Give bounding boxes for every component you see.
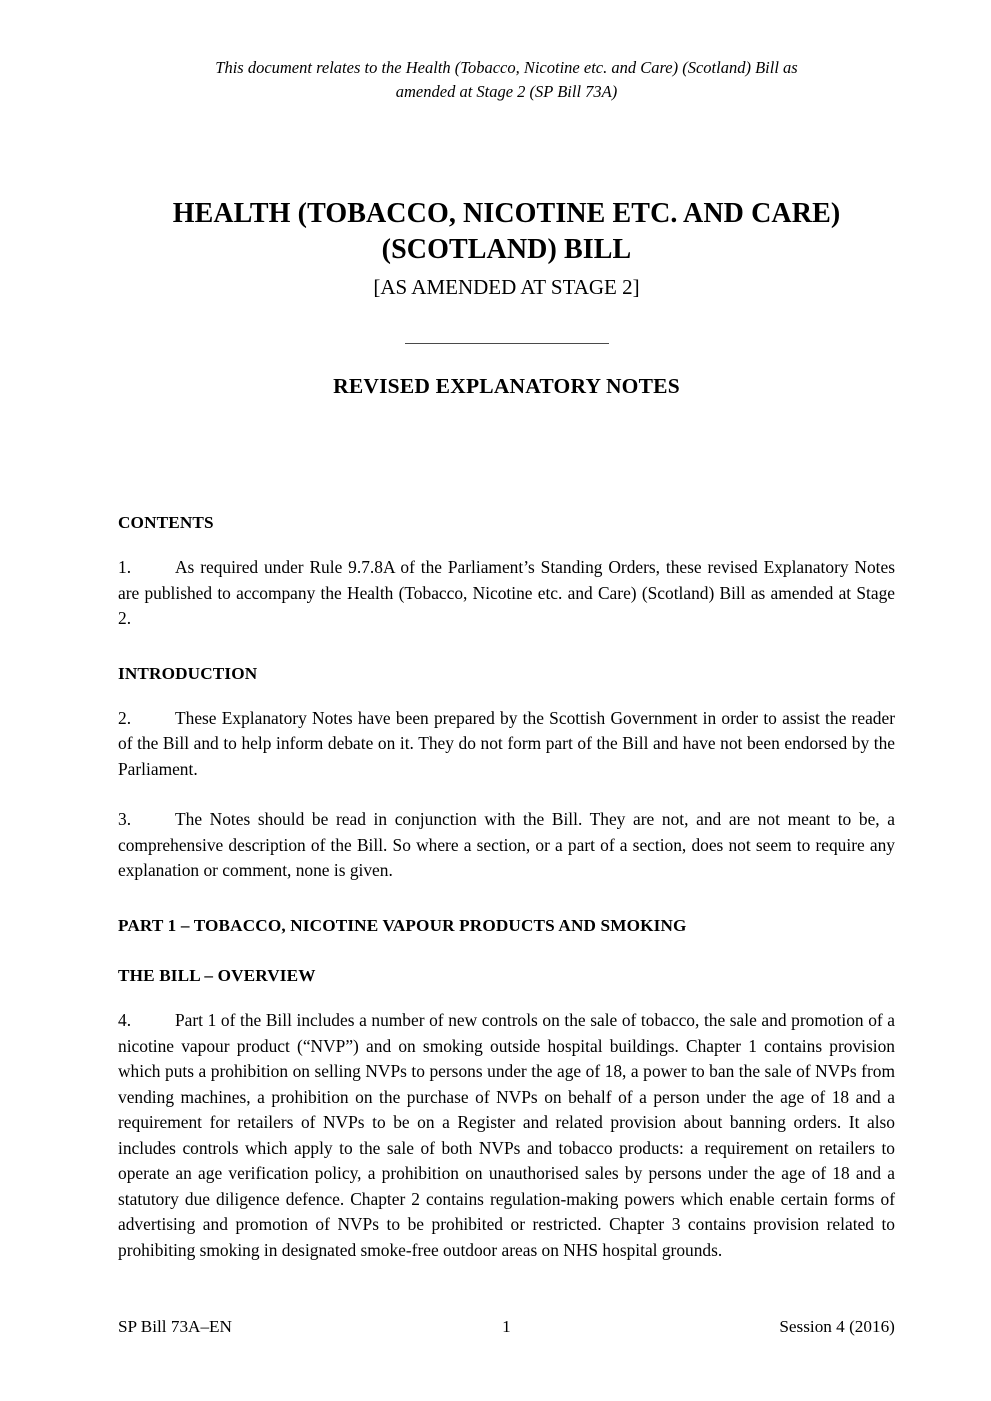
paragraph-1-text: As required under Rule 9.7.8A of the Parliament’s Standing Orders, these revised Explanatory Notes are published to accompany the Health (Tobacco, Nicotine etc. and Care) (Scotland) Bill as amended at Stage 2.: [118, 557, 895, 629]
paragraph-1-number: 1.: [118, 557, 132, 578]
page-footer: [118, 1317, 895, 1337]
page-title-line-1: HEALTH (TOBACCO, NICOTINE ETC. AND CARE): [172, 198, 841, 229]
spacer: [118, 938, 895, 963]
heading-introduction: INTRODUCTION: [118, 663, 258, 683]
running-header-line-1: This document relates to the Health (Tobacco, Nicotine etc. and Care) (Scotland) Bill as: [215, 58, 798, 77]
title-block: [118, 196, 895, 301]
page-title: [118, 196, 895, 268]
paragraph-2-text: These Explanatory Notes have been prepared by the Scottish Government in order to assist the reader of the Bill and to help inform debate on it. They do not form part of the Bill and have not been endorsed by the Parliament.: [118, 707, 895, 779]
footer-bill-reference: SP Bill 73A–EN: [118, 1317, 232, 1336]
document-body: [118, 510, 895, 1263]
running-header: [118, 56, 895, 104]
paragraph-3-number: 3.: [118, 809, 132, 830]
footer-page-number: 1: [502, 1317, 511, 1336]
divider-rule: [405, 343, 609, 344]
spacer: [118, 782, 895, 807]
running-header-line-2: amended at Stage 2 (SP Bill 73A): [395, 81, 618, 101]
paragraph-3-text: The Notes should be read in conjunction with the Bill. They are not, and are not meant to be, a comprehensive description of the Bill. So where a section, or a part of a section, does not seem to require any explanation or comment, none is given.: [118, 809, 895, 881]
spacer: [118, 884, 895, 913]
paragraph-2-number: 2.: [118, 707, 132, 728]
spacer: [118, 632, 895, 661]
heading-contents: CONTENTS: [118, 513, 214, 532]
heading-the-bill-overview: THE BILL – OVERVIEW: [118, 966, 316, 986]
page-subtitle: [AS AMENDED AT STAGE 2]: [373, 274, 640, 299]
paragraph-4-text: Part 1 of the Bill includes a number of new controls on the sale of tobacco, the sale and promotion of a nicotine vapour product (“NVP”) and on smoking outside hospital buildings. Chapter 1 contains provision which puts a prohibition on selling NVPs to persons under the age of 18, a power to ban the sale of NVPs from vending machines, a prohibition on the purchase of NVPs on behalf of a person under the age of 18 and a requirement for retailers of NVPs to be on a Register and related provision about banning orders. It also includes controls which apply to the sale of both NVPs and tobacco products: a requirement on retailers to operate an age verification policy, a prohibition on unauthorised sales by persons under the age of 18 and a statutory due diligence defence. Chapter 2 contains regulation-making powers which enable certain forms of advertising and promotion of NVPs to be prohibited or restricted. Chapter 3 contains provision related to prohibiting smoking in designated smoke-free outdoor areas on NHS hospital grounds.: [118, 1010, 895, 1260]
footer-session: Session 4 (2016): [779, 1317, 895, 1336]
heading-part-1: PART 1 – TOBACCO, NICOTINE VAPOUR PRODUCTS AND SMOKING: [118, 915, 687, 935]
notes-heading: REVISED EXPLANATORY NOTES: [333, 374, 680, 398]
paragraph-4-number: 4.: [118, 1010, 132, 1031]
paragraph-2: [118, 706, 895, 783]
paragraph-4: [118, 1008, 895, 1263]
paragraph-3: [118, 807, 895, 884]
paragraph-1: [118, 555, 895, 632]
divider: [118, 334, 895, 352]
page-title-line-2: (SCOTLAND) BILL: [381, 233, 632, 265]
